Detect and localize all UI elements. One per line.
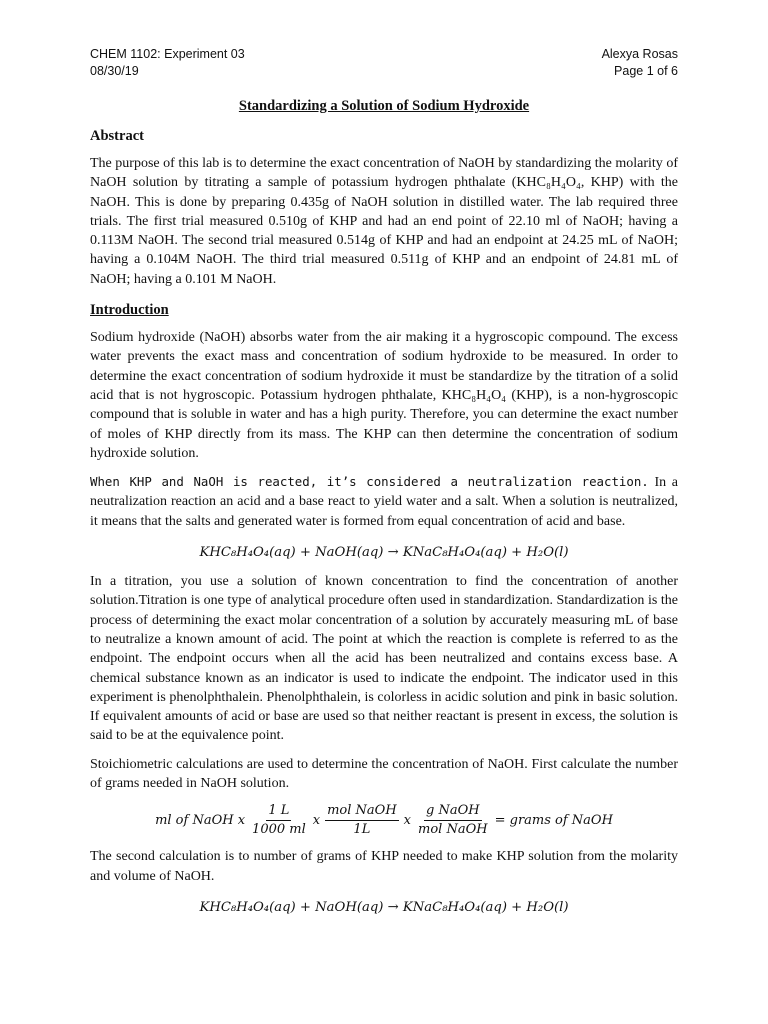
fraction-numerator: 1 L xyxy=(266,803,291,821)
header-left xyxy=(90,46,245,80)
intro-paragraph-5: The second calculation is to number of grams of KHP needed to make KHP solution from the molarity and volume of NaOH. xyxy=(90,849,678,884)
intro-paragraph-2-rest: In a neutralization reaction an acid and a base react to yield water and a salt. When a solution is neutralized, it means that the salts and generated water is formed from equal concentration of acid and base. xyxy=(90,475,678,529)
page-number: Page 1 of 6 xyxy=(614,64,678,78)
fraction-denominator: mol NaOH xyxy=(418,822,488,838)
fraction-numerator: mol NaOH xyxy=(325,803,399,821)
page-header xyxy=(90,46,678,80)
abstract-paragraph: The purpose of this lab is to determine the exact concentration of NaOH by standardizing the molarity of NaOH solution by titrating a sample of potassium hydrogen phthalate (KHC₈H₄O₄, KHP) with the NaOH. This is done by preparing 0.435g of NaOH solution in distilled water. The lab required three trials. The first trial measured 0.510g of KHP and had an end point of 22.10 ml of NaOH; having a 0.113M NaOH. The second trial measured 0.514g of KHP and had an endpoint at 24.25 mL of NaOH; having a 0.104M NaOH. The third trial measured 0.511g of KHP and an endpoint of 24.81 mL of NaOH; having a 0.101 M NaOH. xyxy=(90,156,678,287)
times-sign: x xyxy=(403,813,412,829)
conversion-result: = grams of NaOH xyxy=(494,813,613,829)
fraction-liters xyxy=(250,803,308,838)
reaction-equation-2: KHC₈H₄O₄(aq) + NaOH(aq) → KNaC₈H₄O₄(aq) + H₂O(l) xyxy=(199,899,569,915)
reaction-equation-1: KHC₈H₄O₄(aq) + NaOH(aq) → KNaC₈H₄O₄(aq) + H₂O(l) xyxy=(199,545,569,561)
document-page xyxy=(90,46,678,918)
conversion-equation xyxy=(90,803,678,838)
fraction-molar-mass xyxy=(416,803,490,838)
document-title: Standardizing a Solution of Sodium Hydroxide xyxy=(238,98,530,114)
fraction-denominator: 1L xyxy=(353,822,371,838)
intro-paragraph-2-lead: When KHP and NaOH is reacted, it’s considered a neutralization reaction. xyxy=(90,474,649,490)
times-sign: x xyxy=(312,813,321,829)
fraction-numerator: g NaOH xyxy=(424,803,482,821)
intro-paragraph-3: In a titration, you use a solution of known concentration to find the concentration of another solution.Titration is one type of analytical procedure often used in standardization. Standardization is the process of determining the exact molar concentration of a solution by accurately measuring mL of base to neutralize a known amount of acid. The point at which the reaction is complete is referred to as the endpoint. The endpoint occurs when all the acid has been neutralized and contains excess base. A chemical substance known as an indicator is used to indicate the endpoint. The indicator used in this experiment is phenolphthalein. Phenolphthalein, is colorless in acidic solution and pink in basic solution. If equivalent amounts of acid or base are used so that neither reactant is present in excess, the solution is said to be at the equivalence point. xyxy=(90,574,678,744)
course-label: CHEM 1102: Experiment 03 xyxy=(90,47,245,61)
author-label: Alexya Rosas xyxy=(601,47,678,61)
fraction-denominator: 1000 ml xyxy=(252,822,306,838)
date-label: 08/30/19 xyxy=(90,64,139,78)
abstract-heading: Abstract xyxy=(90,128,144,144)
intro-paragraph-1: Sodium hydroxide (NaOH) absorbs water from the air making it a hygroscopic compound. The excess water prevents the exact mass and concentration of sodium hydroxide to be measured. In order to determine the exact concentration of sodium hydroxide it must be standardize by the titration of a solid acid that is not hygroscopic. Potassium hydrogen phthalate, KHC₈H₄O₄ (KHP), is a non-hygroscopic compound that is soluble in water and has a high purity. Therefore, you can determine the exact number of moles of KHP directly from its mass. The KHP can then determine the concentration of sodium hydroxide solution. xyxy=(90,330,678,461)
intro-paragraph-2 xyxy=(90,472,678,531)
fraction-molarity xyxy=(325,803,399,838)
conversion-lead: ml of NaOH x xyxy=(155,813,246,829)
introduction-heading: Introduction xyxy=(90,302,169,319)
header-right xyxy=(602,46,678,80)
intro-paragraph-4: Stoichiometric calculations are used to determine the concentration of NaOH. First calculate the number of grams needed in NaOH solution. xyxy=(90,756,678,792)
